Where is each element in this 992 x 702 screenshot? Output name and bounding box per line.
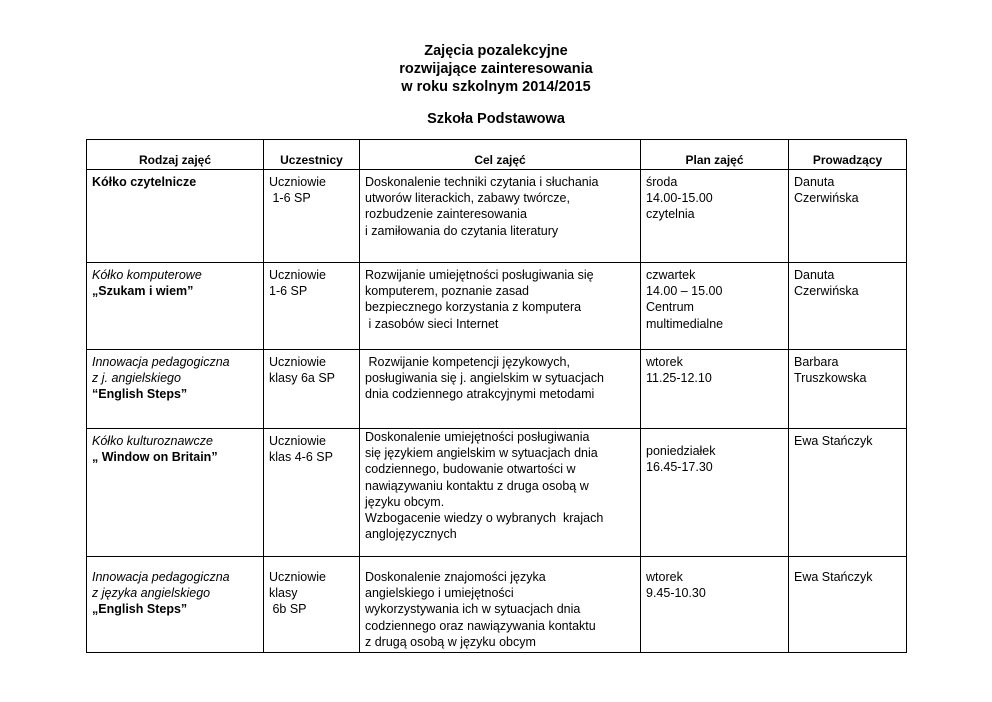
goal-line: Doskonalenie techniki czytania i słuchania [365, 175, 599, 189]
column-header-teacher: Prowadzący [789, 140, 907, 170]
goal-line: rozbudzenie zainteresowania [365, 207, 527, 222]
activity-cell [87, 429, 264, 557]
plan-line: poniedziałek [646, 444, 716, 458]
activity-name: „English Steps” [92, 602, 188, 617]
activity-name: „Szukam i wiem” [92, 284, 194, 299]
participants-cell [264, 557, 360, 653]
goal-line: codziennego, budowanie otwartości w [365, 462, 576, 477]
participants-line: Uczniowie [269, 268, 326, 282]
plan-line: wtorek [646, 570, 683, 584]
teacher-line: Truszkowska [794, 371, 867, 386]
table-row [87, 350, 907, 429]
activity-type: Kółko kulturoznawcze [92, 434, 213, 448]
activity-cell [87, 263, 264, 350]
activity-name: „ Window on Britain” [92, 450, 218, 465]
participants-line: klasy [269, 586, 298, 601]
table-header-row [87, 140, 907, 170]
column-header-plan: Plan zajęć [641, 140, 789, 170]
plan-line: 9.45-10.30 [646, 586, 706, 601]
teacher-cell [789, 429, 907, 557]
goal-line: nawiązywaniu kontaktu z druga osobą w [365, 478, 589, 493]
participants-line: 1-6 SP [269, 284, 308, 299]
activity-cell [87, 557, 264, 653]
goal-line: się językiem angielskim w sytuacjach dnia [365, 446, 598, 461]
teacher-line: Danuta [794, 175, 835, 189]
goal-cell [360, 350, 641, 429]
column-header-goal: Cel zajęć [360, 140, 641, 170]
plan-cell [641, 557, 789, 653]
participants-line: Uczniowie [269, 355, 326, 369]
column-header-participants: Uczestnicy [264, 140, 360, 170]
goal-line: i zamiłowania do czytania literatury [365, 223, 559, 238]
title-line-2: rozwijające zainteresowania [399, 61, 593, 77]
goal-line: Rozwijanie kompetencji językowych, [365, 355, 570, 369]
goal-cell [360, 557, 641, 653]
participants-cell [264, 170, 360, 263]
school-name: Szkoła Podstawowa [427, 111, 565, 127]
participants-line: klasy 6a SP [269, 371, 336, 386]
activity-type: z języka angielskiego [92, 586, 211, 601]
table-row [87, 170, 907, 263]
teacher-line: Ewa Stańczyk [794, 434, 873, 448]
title-line-3: w roku szkolnym 2014/2015 [401, 79, 591, 95]
activity-cell [87, 170, 264, 263]
goal-line: wykorzystywania ich w sytuacjach dnia [365, 602, 581, 617]
plan-cell [641, 429, 789, 557]
table-row [87, 263, 907, 350]
goal-line: Rozwijanie umiejętności posługiwania się [365, 268, 594, 282]
goal-line: angielskiego i umiejętności [365, 586, 514, 601]
plan-line: czytelnia [646, 207, 695, 222]
goal-line: codziennego oraz nawiązywania kontaktu [365, 618, 596, 633]
plan-cell [641, 170, 789, 263]
goal-line: anglojęzycznych [365, 527, 457, 542]
goal-line: Doskonalenie znajomości języka [365, 570, 546, 584]
goal-line: z drugą osobą w języku obcym [365, 634, 536, 649]
goal-line: języku obcym. [365, 494, 445, 509]
table-row [87, 557, 907, 653]
goal-line: komputerem, poznanie zasad [365, 284, 529, 299]
plan-line: 14.00-15.00 [646, 191, 713, 206]
teacher-cell [789, 350, 907, 429]
participants-line: Uczniowie [269, 434, 326, 448]
activities-table [86, 139, 907, 653]
goal-cell [360, 170, 641, 263]
participants-cell [264, 429, 360, 557]
teacher-line: Czerwińska [794, 191, 859, 206]
participants-cell [264, 350, 360, 429]
goal-line: Doskonalenie umiejętności posługiwania [365, 430, 590, 444]
activity-name: Kółko czytelnicze [92, 175, 197, 189]
plan-line: Centrum [646, 300, 694, 315]
participants-line: 1-6 SP [269, 191, 311, 206]
teacher-line: Czerwińska [794, 284, 859, 299]
goal-line: dnia codziennego atrakcyjnymi metodami [365, 387, 595, 402]
plan-line: multimedialne [646, 316, 724, 331]
goal-line: bezpiecznego korzystania z komputera [365, 300, 582, 315]
table-row [87, 429, 907, 557]
participants-line: Uczniowie [269, 570, 326, 584]
goal-line: utworów literackich, zabawy twórcze, [365, 191, 570, 206]
activity-type: z j. angielskiego [92, 371, 181, 386]
plan-cell [641, 350, 789, 429]
participants-line: 6b SP [269, 602, 307, 617]
activity-name: “English Steps” [92, 387, 188, 402]
plan-line: środa [646, 175, 678, 189]
plan-line: 11.25-12.10 [646, 371, 712, 386]
goal-cell [360, 263, 641, 350]
plan-line: 14.00 – 15.00 [646, 284, 723, 299]
teacher-line: Ewa Stańczyk [794, 570, 873, 584]
goal-line: Wzbogacenie wiedzy o wybranych krajach [365, 511, 604, 526]
participants-cell [264, 263, 360, 350]
participants-line: klas 4-6 SP [269, 450, 333, 465]
plan-line: 16.45-17.30 [646, 460, 713, 475]
activity-cell [87, 350, 264, 429]
document-title [0, 42, 992, 96]
teacher-cell [789, 170, 907, 263]
column-header-activity: Rodzaj zajęć [87, 140, 264, 170]
goal-cell [360, 429, 641, 557]
teacher-cell [789, 557, 907, 653]
goal-line: i zasobów sieci Internet [365, 316, 499, 331]
activity-type: Innowacja pedagogiczna [92, 355, 230, 369]
participants-line: Uczniowie [269, 175, 326, 189]
teacher-line: Barbara [794, 355, 839, 369]
title-line-1: Zajęcia pozalekcyjne [424, 43, 568, 59]
plan-line: wtorek [646, 355, 683, 369]
activity-type: Innowacja pedagogiczna [92, 570, 230, 584]
plan-cell [641, 263, 789, 350]
teacher-cell [789, 263, 907, 350]
goal-line: posługiwania się j. angielskim w sytuacjach [365, 371, 605, 386]
activity-type: Kółko komputerowe [92, 268, 202, 282]
plan-line: czwartek [646, 268, 696, 282]
teacher-line: Danuta [794, 268, 835, 282]
